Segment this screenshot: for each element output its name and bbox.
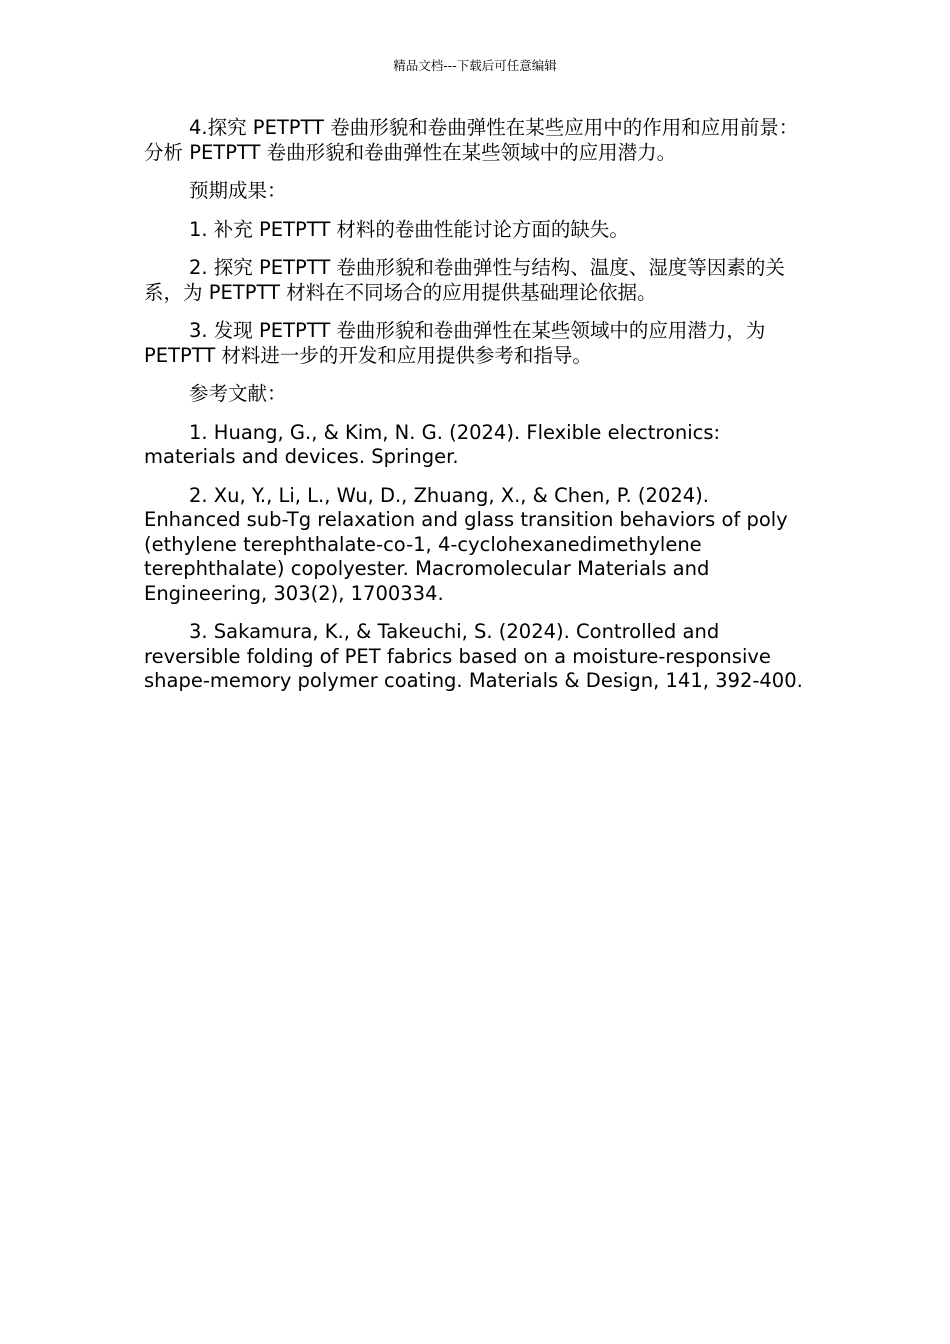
expected-result-1: 1. 补充 PETPTT 材料的卷曲性能讨论方面的缺失。 (189, 217, 629, 241)
expected-result-3: 3. 发现 PETPTT 卷曲形貌和卷曲弹性在某些领域中的应用潜力，为 PETPTT 材料进一步的开发和应用提供参考和指导。 (144, 319, 766, 367)
reference-1: 1. Huang, G., & Kim, N. G. (2024). Flexible electronics: materials and devices. Springer. (144, 420, 721, 468)
references-heading: 参考文献： (189, 382, 287, 405)
research-item-4: 4.探究 PETPTT 卷曲形貌和卷曲弹性在某些应用中的作用和应用前景：分析 PETPTT 卷曲形貌和卷曲弹性在某些领域中的应用潜力。 (144, 116, 799, 164)
expected-result-2: 2. 探究 PETPTT 卷曲形貌和卷曲弹性与结构、温度、湿度等因素的关系，为 PETPTT 材料在不同场合的应用提供基础理论依据。 (144, 256, 785, 304)
expected-results-heading: 预期成果： (189, 179, 287, 202)
document-body (144, 116, 806, 708)
reference-2: 2. Xu, Y., Li, L., Wu, D., Zhuang, X., & Chen, P. (2024). Enhanced sub-Tg relaxation and glass transition behaviors of poly (ethylene terephthalate-co-1, 4-cyclohexanedimethylene terephthalate) copolyester. Macromolecular Materials and Engineering, 303(2), 1700334. (144, 483, 788, 605)
reference-3: 3. Sakamura, K., & Takeuchi, S. (2024). Controlled and reversible folding of PET fabrics based on a moisture-responsive shape-memory polymer coating. Materials & Design, 141, 392-400. (144, 620, 803, 692)
page-header: 精品文档---下载后可任意编辑 (393, 58, 557, 73)
